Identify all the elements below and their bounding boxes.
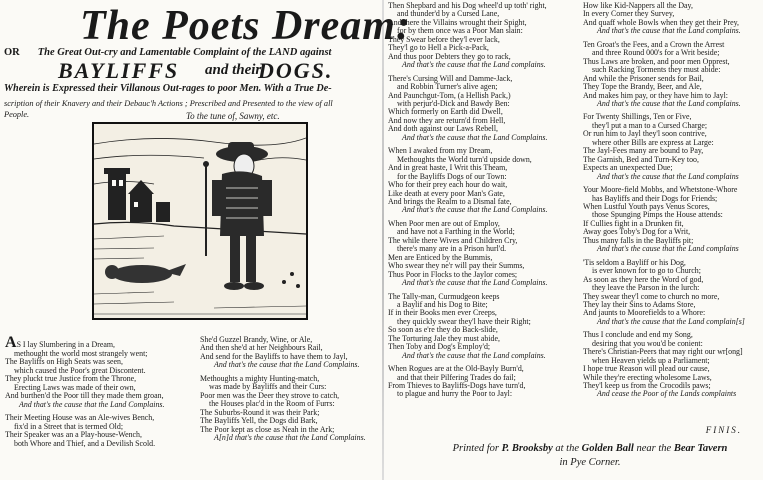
- refrain-line: And that's the cause that the Land Complains.: [402, 205, 548, 215]
- subtitle-text-3a: scription of their Knavery and their Debauc'h Actions ; Prescribed and Presented to the view of all: [4, 99, 333, 108]
- verse-line: And while the Prisoner sends for Bail,: [583, 73, 704, 83]
- verse-line: And thus poor Debters they go to rack,: [388, 51, 511, 61]
- verse-line: was made by Bayliffs and their Curs:: [209, 382, 327, 392]
- verse-line: And there the Villains wrought their Spight,: [388, 17, 527, 27]
- finis-text: FINIS.: [705, 425, 742, 435]
- verse-line: Which formerly on Earth did Dwell,: [388, 107, 503, 117]
- verse-line: And now they are return'd from Hell,: [388, 115, 506, 125]
- verse-line: They'l go to Hell a Pick-a-Pack,: [388, 43, 489, 53]
- refrain-line: A[n]d that's the cause that the Land Complains.: [214, 432, 366, 442]
- imprint-printer: P. Brooksby: [501, 443, 553, 454]
- verse-line: When Rogues are at the Old-Bayly Burn'd,: [388, 364, 524, 374]
- verse-line: those Spunging Pimps the House attends:: [592, 210, 723, 220]
- verse-line: Who swear they ne'r will pay their Summs,: [388, 261, 525, 271]
- imprint-location: in Pye Corner.: [559, 456, 621, 468]
- verse-line: There's Cursing Will and Damme-Jack,: [388, 73, 513, 83]
- verse-line: and thunder'd by a Cursed Lane,: [397, 9, 500, 19]
- verse-line: The Suburbs-Round it was their Park;: [200, 407, 320, 417]
- verse-line: Their Speaker was an a Play-house-Wench,: [5, 430, 142, 440]
- verse-line: And burthen'd the Poor till they made them groan,: [5, 391, 164, 401]
- verse-line: Then Toby and Dog's Employ'd;: [388, 342, 491, 352]
- verse-line: S I lay Slumbering in a Dream,: [16, 340, 115, 349]
- refrain-line: And that's the cause that the Land complains: [597, 244, 739, 254]
- subtitle-text-3b: People.: [4, 110, 30, 119]
- verse-line: If in their Books men ever Creeps,: [388, 308, 497, 318]
- verse-line: Or run him to Jayl they'l soon contrive,: [583, 129, 707, 139]
- imprint-bear-tavern: Bear Tavern: [673, 443, 728, 454]
- verse-line: Erecting Laws was made of their own,: [14, 382, 136, 392]
- verse-line: Your Moore-field Mobbs, and Whetstone-Whore: [583, 185, 738, 195]
- verse-line: Their Meeting House was an Ale-wives Bench,: [5, 413, 155, 423]
- verse-line: Poor men was the Deer they strove to catch,: [200, 390, 340, 400]
- refrain-line: And cease the Poor of the Lands complaints: [597, 389, 737, 399]
- verse-line: And brings the Realm to a Dismal fate,: [388, 196, 512, 206]
- drop-cap: A: [5, 334, 17, 351]
- verse-line: The Bayliffs on High Seats was seen,: [5, 357, 123, 367]
- verse-line: They'l keep us from the Crocodils paws;: [583, 381, 711, 391]
- verse-line: They pluckt true Justice from the Throne,: [5, 374, 137, 384]
- verse-line: The Bayliffs Yell, the Dogs did Bark,: [200, 416, 318, 426]
- verse-line: fix'd in a Street that is termed Old;: [14, 421, 124, 431]
- verse-line: such Racking Torments they must abide:: [592, 65, 721, 75]
- heading-bayliffs: BAYLIFFS: [58, 58, 180, 83]
- verse-line: Expects an unexpected Due;: [583, 163, 673, 173]
- verse-line: is ever known for to go to Church;: [592, 266, 701, 276]
- refrain-line: And that's the cause that the Land complains: [597, 171, 739, 181]
- verse-line: they'l put a man to a Cursed Charge;: [592, 120, 708, 130]
- verse-line: How like Kid-Nappers all the Day,: [583, 1, 693, 10]
- verse-line: They Tope the Brandy, Beer, and Ale,: [583, 82, 702, 92]
- verse-line: The Poor kept as close as Neah in the Ark;: [200, 424, 335, 434]
- verse-line: where other Bills are express at Large:: [592, 137, 714, 147]
- verse-line: Methoughts a mighty Hunting-match,: [200, 373, 320, 383]
- imprint: [420, 425, 760, 469]
- verse-line: And makes him pay, or they have him to Jayl:: [583, 90, 728, 100]
- refrain-line: And that's the cause that the Land Complains.: [19, 399, 165, 409]
- verse-line: methought the world most strangely went;: [14, 349, 148, 358]
- refrain-line: And that's the cause that the Land complain[s]: [597, 316, 745, 326]
- verse-line: Thus I conclude and end my Song,: [583, 330, 693, 340]
- verse-line: And send for the Bayliffs to have them to Jayl,: [200, 351, 348, 361]
- verse-line: Away goes Toby's Dog for a Writ,: [583, 227, 691, 237]
- verse-line: They swear they'l come to church no more,: [583, 291, 720, 301]
- heading-dogs: DOGS.: [258, 58, 334, 83]
- verse-line: The while there Wives and Children Cry,: [388, 235, 518, 245]
- refrain-line: And that's the cause that the Land complains.: [402, 350, 546, 360]
- verse-line: when Heaven yields up a Parliament;: [592, 355, 710, 365]
- verse-line: While they're erecting wholesome Laws,: [583, 372, 712, 382]
- verse-line: a Baylif and his Dog to Bite;: [397, 299, 488, 309]
- verse-line: And quaff whole Bowls when they get their Prey,: [583, 17, 740, 27]
- verse-line: She'd Guzzel Brandy, Wine, or Ale,: [200, 335, 313, 344]
- verse-line: Then Shepbard and his Dog wheel'd up toth' right,: [388, 1, 547, 10]
- verse-line: they quickly swear they'l have their Right;: [397, 316, 531, 326]
- woodcut-illustration: [92, 122, 308, 320]
- verse-line: From Thieves to Bayliffs-Dogs have turn'd,: [388, 381, 526, 391]
- verse-line: and that their Pilfering Trades do fail;: [397, 372, 516, 382]
- verse-line: Thus Poor in Flocks to the Jaylor comes;: [388, 269, 518, 279]
- verse-line: In every Corner they Survey,: [583, 9, 675, 19]
- subtitle-or: OR: [4, 47, 20, 58]
- verse-line: If Cullies fight in a Drunken fit,: [583, 218, 684, 228]
- verse-line: both Whore and Thief, and a Devilish Scold.: [14, 438, 156, 448]
- refrain-line: And that's the cause that the Land complains.: [597, 26, 741, 36]
- verse-line: I hope true Reason will plead our cause,: [583, 364, 710, 374]
- verse-column-1: [5, 336, 164, 448]
- verse-line: The Jayl-Fees many are bound to Pay,: [583, 146, 704, 156]
- verse-line: They lay their Sins to Adams Store,: [583, 299, 696, 309]
- verse-line: And jaunts to Moorefields to a Whore:: [583, 308, 706, 318]
- verse-line: When I awaked from my Dream,: [388, 146, 493, 156]
- subtitle-line-1: [4, 47, 382, 58]
- verse-line: The Garnish, Bed and Turn-Key too,: [583, 154, 699, 164]
- verse-line: which caused the Poor's great Discontent.: [14, 365, 146, 375]
- page-fold: [382, 0, 384, 480]
- imprint-at-the: at the: [555, 443, 580, 454]
- verse-line: As soon as they here the Word of god,: [583, 274, 704, 284]
- verse-line: there's many are in a Prison hurl'd.: [397, 244, 507, 254]
- woodcut-svg: [94, 124, 306, 318]
- verse-line: and Robbin Turner's alive agen;: [397, 82, 498, 92]
- verse-column-3: [388, 2, 547, 399]
- verse-line: 'Tis seldom a Bayliff or his Dog,: [583, 257, 686, 267]
- refrain-line: And that's the cause that the Land Complains.: [402, 278, 548, 288]
- refrain-line: And that's the cause that the Land Complains.: [402, 132, 548, 142]
- verse-line: And then she'd at her Neighbours Rail,: [200, 343, 323, 353]
- refrain-line: And that's the cause that the Land complains.: [597, 98, 741, 108]
- imprint-golden-ball: Golden Ball: [581, 443, 634, 454]
- heading-and-their: and their: [205, 62, 262, 78]
- verse-line: They Swear before they'l ever lack,: [388, 34, 500, 44]
- verse-line: When Lustful Youth pays Venus Scores,: [583, 201, 710, 211]
- verse-line: For Twenty Shillings, Ten or Five,: [583, 112, 692, 122]
- verse-line: with perjur'd-Dick and Bawdy Ben:: [397, 98, 510, 108]
- verse-line: Men are Enticed by the Bummis,: [388, 252, 493, 262]
- verse-line: So soon as e're they do Back-slide,: [388, 325, 498, 335]
- verse-line: they leave the Parson in the lurch:: [592, 283, 700, 293]
- imprint-near-the: near the: [636, 443, 672, 454]
- verse-line: Who for their prey each hour do wait,: [388, 180, 508, 190]
- verse-line: to plague and hurry the Poor to Jayl:: [397, 389, 513, 399]
- verse-line: and have not a Farthing in the World;: [397, 227, 515, 237]
- verse-line: desiring that you wou'd be conient:: [592, 338, 703, 348]
- verse-column-4: [583, 2, 745, 399]
- verse-line: for the Bayliffs Dogs of our Town:: [397, 171, 507, 181]
- verse-column-2: [200, 336, 366, 442]
- imprint-printed-for: Printed for: [452, 443, 499, 454]
- verse-line: The Torturing Jale they must abide,: [388, 333, 500, 343]
- page-title: The Poets Dream:: [80, 3, 411, 49]
- verse-line: The Tally-man, Curmudgeon keeps: [388, 291, 500, 301]
- refrain-line: And that's the cause that the Land Complains.: [214, 360, 360, 370]
- verse-line: Thus many falls in the Bayliffs pit;: [583, 235, 694, 245]
- verse-line: Ten Groat's the Fees, and a Crown the Arrest: [583, 39, 725, 49]
- tune-line: To the tune of, Sawny, etc.: [186, 111, 280, 121]
- subtitle-line-2: Wherein is Expressed their Villanous Out-rages to poor Men. With a True De-: [4, 83, 332, 94]
- verse-line: Thus Laws are broken, and poor men Opprest,: [583, 56, 730, 66]
- verse-line: And doth against our Laws Rebell,: [388, 124, 499, 134]
- subtitle-text-1: The Great Out-cry and Lamentable Complaint of the LAND against: [37, 47, 332, 58]
- verse-line: And in great haste, I Writ this Theam,: [388, 163, 508, 173]
- verse-line: Methoughts the World turn'd upside down,: [397, 154, 532, 164]
- verse-line: When Poor men are out of Employ,: [388, 218, 500, 228]
- verse-line: has Bayliffs and their Dogs for Friends;: [592, 193, 718, 203]
- verse-line: for by them once was a Poor Man slain:: [397, 26, 523, 36]
- verse-line: the Houses plac'd in the Room of Furrs:: [209, 399, 335, 409]
- verse-line: There's Christian-Peers that may right our wr[ong]: [583, 347, 743, 357]
- verse-line: Like death at every poor Man's Gate,: [388, 188, 505, 198]
- verse-line: And Paunchgut-Tom, (a Hellish Pack,): [388, 90, 511, 100]
- verse-line: and three Round 000's for a Writ beside;: [592, 48, 720, 58]
- refrain-line: And that's the cause that the Land complains.: [402, 60, 546, 70]
